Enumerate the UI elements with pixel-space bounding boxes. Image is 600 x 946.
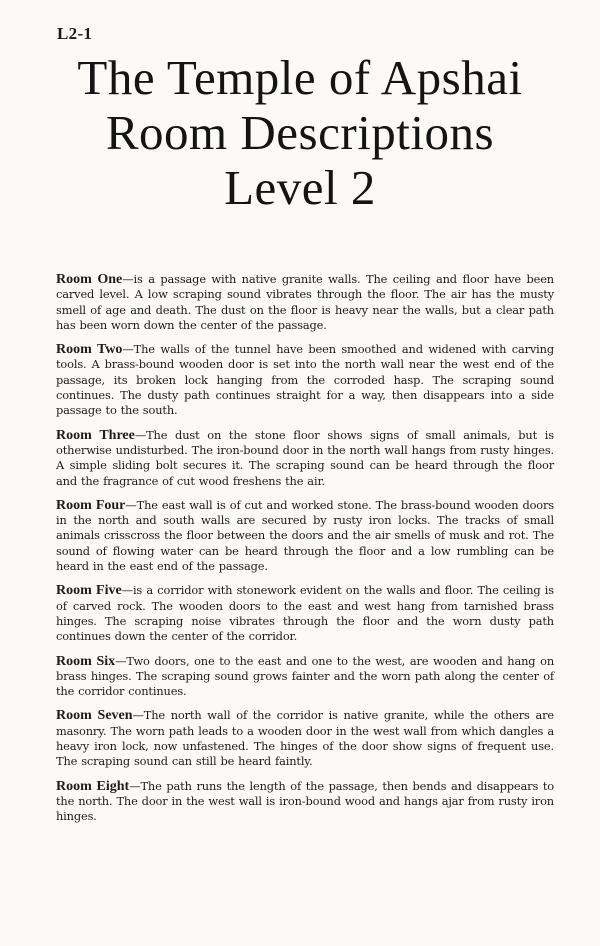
room-two-paragraph xyxy=(56,342,554,418)
room-one-paragraph xyxy=(56,272,554,333)
room-five-paragraph xyxy=(56,583,554,644)
title-line-3: Level 2 xyxy=(224,160,376,215)
room-one-text: —is a passage with native granite walls. The ceiling and floor have been carved level. A low scraping sound vibrates through the floor. The air has the musty smell of age and death. The dust on the floor is heavy near the walls, but a clear path has been worn down the center of the passage. xyxy=(56,272,554,332)
room-six-text: —Two doors, one to the east and one to the west, are wooden and hang on brass hinges. The scraping sound grows fainter and the worn path along the center of the corridor continues. xyxy=(56,653,555,699)
room-three-name: Room Three xyxy=(56,427,135,443)
room-one-name: Room One xyxy=(56,272,123,287)
page-code: L2-1 xyxy=(57,24,93,43)
room-seven-text: —The north wall of the corridor is native granite, while the others are masonry. The worn path leads to a wooden door in the west wall from which dangles a heavy iron lock, now unfastened. The hinges of the door show signs of frequent use. The scraping sound can still be heard faintly. xyxy=(56,708,555,769)
room-four-text: —The east wall is of cut and worked stone. The brass-bound wooden doors in the north and south walls are secured by rusty iron locks. The tracks of small animals crisscross the floor between the doors and the air smells of musk and rot. The sound of flowing water can be heard through the floor and a low rumbling can be heard in the east end of the passage. xyxy=(56,497,554,574)
page-title xyxy=(0,50,600,215)
room-eight-name: Room Eight xyxy=(56,778,130,794)
room-seven-paragraph xyxy=(56,708,554,769)
room-three-paragraph xyxy=(56,428,554,489)
room-six-name: Room Six xyxy=(56,653,116,669)
room-seven-name: Room Seven xyxy=(56,708,133,724)
room-eight-paragraph xyxy=(56,779,554,825)
room-two-text: —The walls of the tunnel have been smoothed and widened with carving tools. A brass-bound wooden door is set into the north wall near the west end of the passage, its broken lock hanging from the corroded hasp. The scraping sound continues. The dusty path continues straight for a way, then disappears into a side passage to the south. xyxy=(56,342,555,418)
room-four-paragraph xyxy=(56,498,554,574)
room-five-name: Room Five xyxy=(56,583,122,599)
room-eight-text: —The path runs the length of the passage, then bends and disappears to the north. The door in the west wall is iron-bound wood and hangs ajar from rusty iron hinges. xyxy=(56,778,554,824)
room-two-name: Room Two xyxy=(56,342,123,358)
room-six-paragraph xyxy=(56,654,554,700)
room-four-name: Room Four xyxy=(56,497,126,513)
title-line-1: The Temple of Apshai xyxy=(77,50,523,105)
room-five-text: —is a corridor with stonework evident on the walls and floor. The ceiling is of carved rock. The wooden doors to the east and west hang from tarnished brass hinges. The scraping noise vibrates through the floor and the worn dusty path continues down the center of the corridor. xyxy=(56,583,554,644)
title-line-2: Room Descriptions xyxy=(105,105,495,160)
room-descriptions xyxy=(56,272,554,834)
room-three-text: —The dust on the stone floor shows signs of small animals, but is otherwise undisturbed. The iron-bound door in the north wall hangs from rusty hinges. A simple sliding bolt secures it. The scraping sound can be heard through the floor and the fragrance of cut wood freshens the air. xyxy=(56,427,554,488)
